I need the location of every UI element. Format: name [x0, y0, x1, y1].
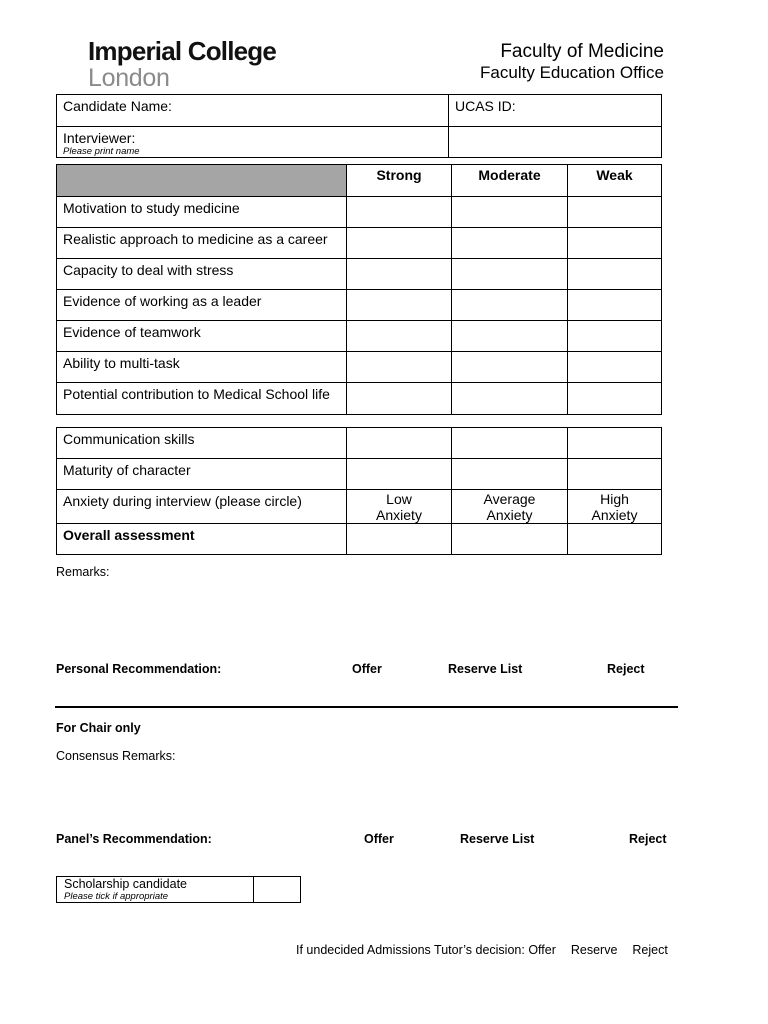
row-label: Evidence of working as a leader [57, 290, 347, 321]
column-moderate: Moderate [452, 165, 568, 197]
admissions-tutor-decision [296, 943, 668, 957]
personal-recommendation-label: Personal Recommendation: [56, 662, 222, 676]
scholarship-hint: Please tick if appropriate [64, 891, 169, 902]
consensus-remarks-label: Consensus Remarks: [56, 749, 176, 763]
row-label: Capacity to deal with stress [57, 259, 347, 290]
rating-cell-moderate[interactable] [452, 290, 568, 321]
interviewer-field[interactable] [57, 127, 449, 158]
rating-cell-strong[interactable] [347, 524, 452, 555]
rating-cell-strong[interactable] [347, 428, 452, 459]
candidate-name-label: Candidate Name: [63, 98, 172, 114]
undecided-label: If undecided Admissions Tutor’s decision: [296, 943, 525, 957]
anxiety-low-line1: Low [386, 491, 412, 507]
column-weak: Weak [568, 165, 662, 197]
ratings-table [56, 164, 662, 415]
office-title: Faculty Education Office [480, 63, 664, 82]
rating-cell-moderate[interactable] [452, 428, 568, 459]
anxiety-label: Anxiety during interview (please circle) [57, 490, 347, 524]
anxiety-option-high[interactable] [568, 490, 662, 524]
candidate-table [56, 94, 662, 158]
rating-cell-moderate[interactable] [452, 459, 568, 490]
anxiety-option-low[interactable] [347, 490, 452, 524]
rating-cell-strong[interactable] [347, 459, 452, 490]
logo-imperial-college: Imperial College [88, 36, 277, 66]
rating-cell-strong[interactable] [347, 290, 452, 321]
row-label: Evidence of teamwork [57, 321, 347, 352]
rating-cell-strong[interactable] [347, 197, 452, 228]
rating-cell-strong[interactable] [347, 259, 452, 290]
rating-cell-weak[interactable] [568, 428, 662, 459]
footer-reject-option[interactable]: Reject [632, 943, 668, 957]
overall-assessment-label: Overall assessment [57, 524, 347, 555]
footer-offer-option[interactable]: Offer [528, 943, 556, 957]
scholarship-label: Scholarship candidate [64, 877, 187, 891]
anxiety-average-line1: Average [483, 491, 536, 507]
rating-cell-weak[interactable] [568, 321, 662, 352]
maturity-label: Maturity of character [57, 459, 347, 490]
personal-reject-option[interactable]: Reject [607, 662, 645, 676]
rating-cell-moderate[interactable] [452, 352, 568, 383]
rating-cell-moderate[interactable] [452, 197, 568, 228]
anxiety-low-line2: Anxiety [376, 507, 422, 523]
row-label: Realistic approach to medicine as a career [57, 228, 347, 259]
rating-cell-weak[interactable] [568, 228, 662, 259]
panel-offer-option[interactable]: Offer [364, 832, 394, 846]
rating-cell-strong[interactable] [347, 352, 452, 383]
rating-cell-moderate[interactable] [452, 321, 568, 352]
rating-cell-moderate[interactable] [452, 524, 568, 555]
ucas-id-label: UCAS ID: [455, 98, 516, 114]
faculty-title: Faculty of Medicine [500, 41, 664, 62]
rating-cell-strong[interactable] [347, 228, 452, 259]
rating-cell-strong[interactable] [347, 383, 452, 415]
ucas-id-field[interactable] [449, 95, 662, 127]
row-label: Potential contribution to Medical School life [57, 383, 347, 415]
rating-cell-weak[interactable] [568, 524, 662, 555]
anxiety-average-line2: Anxiety [486, 507, 533, 523]
rating-cell-strong[interactable] [347, 321, 452, 352]
interviewer-extra-cell[interactable] [449, 127, 662, 158]
interviewer-label: Interviewer: [63, 130, 136, 146]
communication-label: Communication skills [57, 428, 347, 459]
rating-cell-weak[interactable] [568, 459, 662, 490]
rating-cell-weak[interactable] [568, 352, 662, 383]
scholarship-table [56, 876, 301, 903]
panel-recommendation-label: Panel’s Recommendation: [56, 832, 212, 846]
skills-table [56, 427, 662, 555]
section-divider [55, 706, 678, 708]
rating-cell-weak[interactable] [568, 383, 662, 415]
footer-reserve-option[interactable]: Reserve [570, 943, 618, 957]
column-strong: Strong [347, 165, 452, 197]
remarks-label: Remarks: [56, 565, 110, 579]
rating-cell-moderate[interactable] [452, 383, 568, 415]
row-label: Ability to multi-task [57, 352, 347, 383]
rating-cell-weak[interactable] [568, 290, 662, 321]
logo-london: London [88, 64, 170, 92]
anxiety-option-average[interactable] [452, 490, 568, 524]
candidate-name-field[interactable] [57, 95, 449, 127]
rating-cell-weak[interactable] [568, 259, 662, 290]
chair-heading: For Chair only [56, 721, 141, 735]
anxiety-high-line2: Anxiety [591, 507, 638, 523]
personal-offer-option[interactable]: Offer [352, 662, 382, 676]
panel-reserve-option[interactable]: Reserve List [460, 832, 535, 846]
rating-cell-moderate[interactable] [452, 228, 568, 259]
interviewer-hint: Please print name [63, 146, 140, 157]
anxiety-high-line1: High [600, 491, 629, 507]
ratings-header-blank [57, 165, 347, 197]
panel-reject-option[interactable]: Reject [629, 832, 667, 846]
rating-cell-weak[interactable] [568, 197, 662, 228]
personal-reserve-option[interactable]: Reserve List [448, 662, 523, 676]
row-label: Motivation to study medicine [57, 197, 347, 228]
scholarship-tick-box[interactable] [254, 877, 301, 903]
rating-cell-moderate[interactable] [452, 259, 568, 290]
scholarship-label-cell [57, 877, 254, 903]
